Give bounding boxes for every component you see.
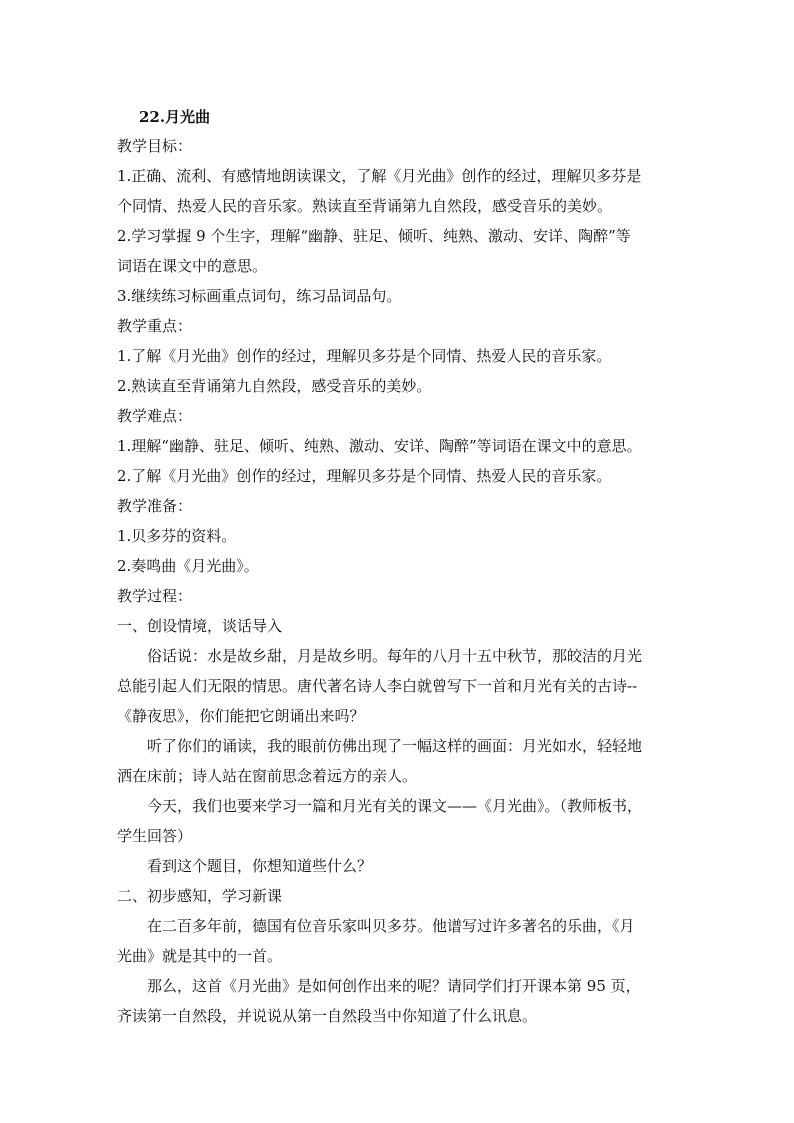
- preparation-1: 1.贝多芬的资料。: [117, 527, 237, 545]
- section-1-para-2-line-1: 听了你们的诵读，我的眼前仿佛出现了一幅这样的画面：月光如水，轻轻地: [147, 737, 643, 755]
- goal-3: 3.继续练习标画重点词句，练习品词品句。: [117, 287, 402, 305]
- section-1-para-1-line-1: 俗话说：水是故乡甜，月是故乡明。每年的八月十五中秋节，那皎洁的月光: [147, 647, 643, 665]
- document-page: [117, 103, 677, 1031]
- goals-heading: 教学目标：: [117, 137, 193, 155]
- preparation-2: 2.奏鸣曲《月光曲》。: [117, 557, 259, 575]
- difficulty-1: 1.理解“幽静、驻足、倾听、纯熟、激动、安详、陶醉”等词语在课文中的意思。: [117, 437, 642, 455]
- section-2-para-2-line-1: 那么，这首《月光曲》是如何创作出来的呢？请同学们打开课本第 95 页，: [147, 977, 641, 995]
- section-2-para-2-line-2: 齐读第一自然段，并说说从第一自然段当中你知道了什么讯息。: [117, 1007, 538, 1025]
- section-1-para-2-line-2: 洒在床前；诗人站在窗前思念着远方的亲人。: [117, 767, 418, 785]
- goal-2-line-1: 2.学习掌握 9 个生字，理解“幽静、驻足、倾听、纯熟、激动、安详、陶醉”等: [117, 227, 631, 245]
- lesson-title: 22.月光曲: [139, 108, 211, 126]
- goal-2-line-2: 词语在课文中的意思。: [117, 257, 268, 275]
- key-point-2: 2.熟读直至背诵第九自然段，感受音乐的美妙。: [117, 377, 432, 395]
- section-1-para-4: 看到这个题目，你想知道些什么？: [147, 857, 373, 875]
- key-point-1: 1.了解《月光曲》创作的经过，理解贝多芬是个同情、热爱人民的音乐家。: [117, 347, 612, 365]
- section-2-heading: 二、初步感知，学习新课: [117, 887, 283, 905]
- section-1-para-1-line-3: 《静夜思》，你们能把它朗诵出来吗？: [117, 707, 365, 725]
- section-1-para-3-line-1: 今天，我们也要来学习一篇和月光有关的课文——《月光曲》。（教师板书，: [147, 797, 643, 815]
- goal-1-line-1: 1.正确、流利、有感情地朗读课文，了解《月光曲》创作的经过，理解贝多芬是: [117, 167, 642, 185]
- section-2-para-1-line-2: 光曲》就是其中的一首。: [117, 947, 283, 965]
- section-1-para-1-line-2: 总能引起人们无限的情思。唐代著名诗人李白就曾写下一首和月光有关的古诗--: [117, 677, 638, 695]
- section-2-para-1-line-1: 在二百多年前，德国有位音乐家叫贝多芬。他谱写过许多著名的乐曲，《月: [147, 917, 635, 935]
- difficulties-heading: 教学难点：: [117, 407, 193, 425]
- section-1-heading: 一、创设情境，谈话导入: [117, 617, 283, 635]
- preparation-heading: 教学准备：: [117, 497, 193, 515]
- key-points-heading: 教学重点：: [117, 317, 193, 335]
- goal-1-line-2: 个同情、热爱人民的音乐家。熟读直至背诵第九自然段，感受音乐的美妙。: [117, 197, 613, 215]
- process-heading: 教学过程：: [117, 587, 193, 605]
- difficulty-2: 2.了解《月光曲》创作的经过，理解贝多芬是个同情、热爱人民的音乐家。: [117, 467, 612, 485]
- section-1-para-3-line-2: 学生回答）: [117, 827, 193, 845]
